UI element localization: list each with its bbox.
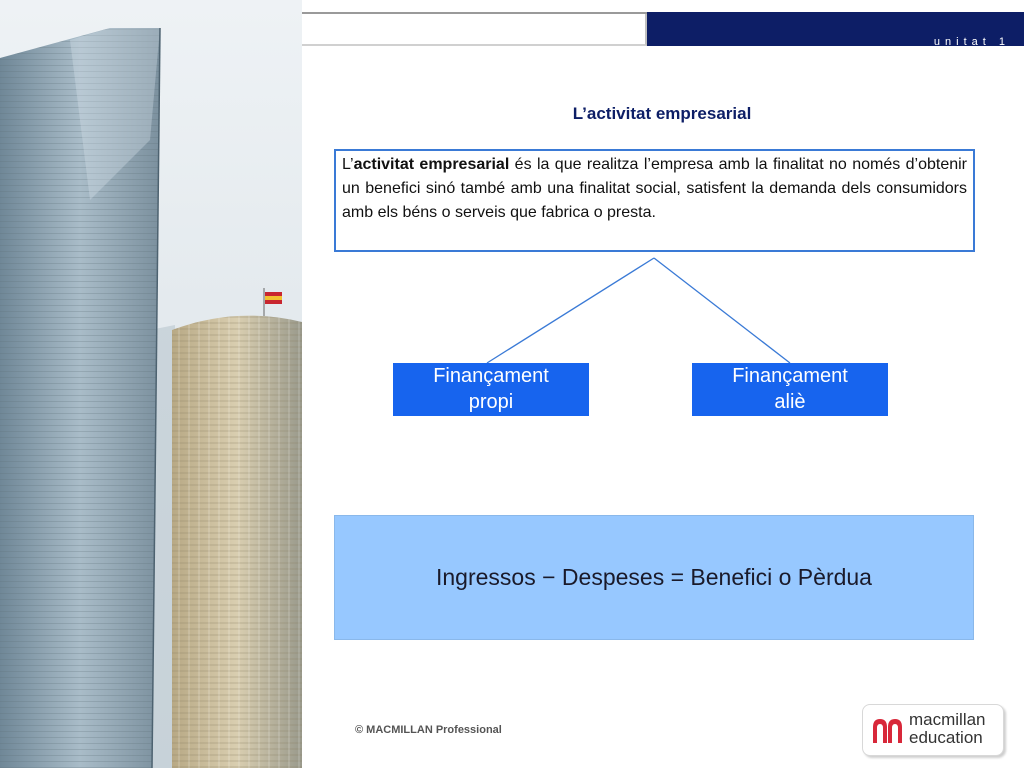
- logo-wordmark: [909, 711, 986, 747]
- macmillan-logo: [862, 704, 1004, 756]
- own-financing-line1: Finançament: [433, 365, 549, 387]
- logo-line1: macmillan: [909, 710, 986, 729]
- own-financing-box: [393, 363, 589, 416]
- equation-box: [334, 515, 974, 640]
- external-financing-line1: Finançament: [732, 365, 848, 387]
- unit-label: unitat 1: [933, 36, 1010, 48]
- macmillan-logo-mark: [871, 713, 905, 747]
- connector-left: [487, 258, 654, 363]
- external-financing-line2: aliè: [774, 391, 806, 413]
- definition-term: activitat empresarial: [353, 156, 510, 173]
- slide-title: L’activitat empresarial: [572, 104, 752, 123]
- definition-body: és la que realitza l’empresa amb la finalitat no només d’obtenir un benefici sinó també amb una finalitat social, satisfent la demanda dels consumidors amb els béns o serveis que fabrica o presta.: [342, 156, 968, 221]
- own-financing-line2: propi: [468, 391, 514, 413]
- external-financing-box: [692, 363, 888, 416]
- equation-text: Ingressos − Despeses = Benefici o Pèrdua: [436, 564, 872, 590]
- copyright-text: © MACMILLAN Professional: [355, 724, 502, 736]
- connector-right: [654, 258, 790, 363]
- logo-line2: education: [909, 728, 983, 747]
- definition-prefix: L’: [342, 156, 354, 173]
